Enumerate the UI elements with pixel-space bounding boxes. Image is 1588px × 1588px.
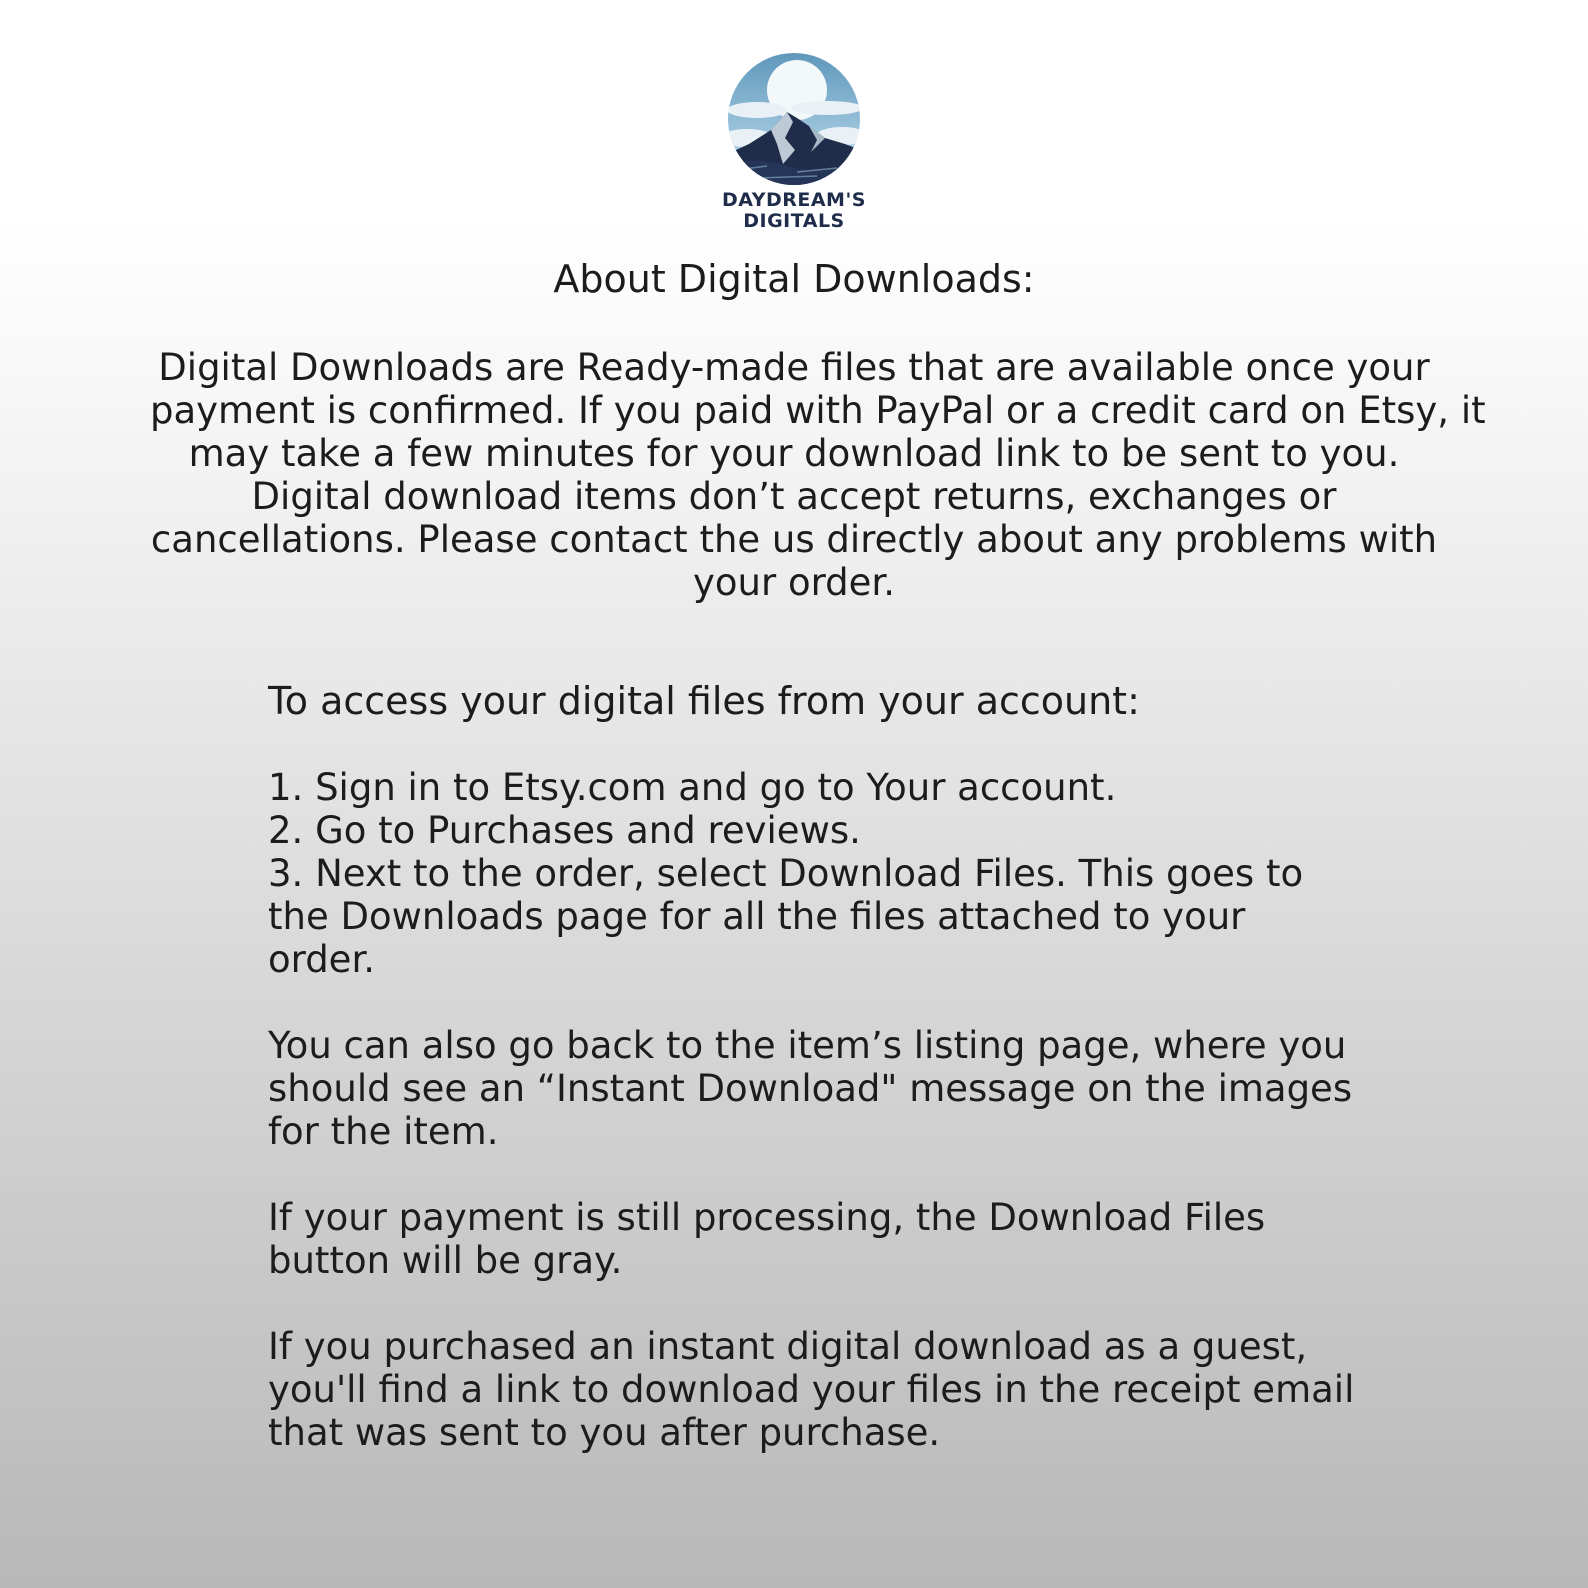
spacer [268, 1282, 1448, 1325]
brand-logo [727, 52, 861, 186]
processing-note-line: button will be gray. [268, 1239, 623, 1282]
processing-note-line: If your payment is still processing, the Download Files [268, 1196, 1266, 1239]
step-line: 3. Next to the order, select Download Files. This goes to [268, 852, 1304, 895]
intro-paragraph [150, 346, 1486, 604]
page-title: About Digital Downloads: [553, 257, 1035, 301]
intro-line: Digital download items don’t accept returns, exchanges or [251, 475, 1337, 518]
intro-line: your order. [693, 561, 895, 604]
step-line: order. [268, 938, 376, 981]
guest-note-line: If you purchased an instant digital download as a guest, [268, 1325, 1308, 1368]
step-line: 2. Go to Purchases and reviews. [268, 809, 861, 852]
guest-note-line: you'll find a link to download your files in the receipt email [268, 1368, 1355, 1411]
mountain-moon-logo-icon [727, 52, 861, 186]
brand-name-line2: DIGITALS [743, 210, 845, 232]
step-line: the Downloads page for all the files attached to your [268, 895, 1246, 938]
guest-note-line: that was sent to you after purchase. [268, 1411, 941, 1454]
spacer [268, 723, 1448, 766]
step-line: 1. Sign in to Etsy.com and go to Your account. [268, 766, 1117, 809]
intro-line: cancellations. Please contact the us directly about any problems with [150, 518, 1438, 561]
instructions-section [268, 680, 1448, 1454]
spacer [268, 981, 1448, 1024]
spacer [268, 1153, 1448, 1196]
intro-line: payment is confirmed. If you paid with PayPal or a credit card on Etsy, it [150, 389, 1486, 432]
instructions-heading: To access your digital files from your account: [268, 679, 1140, 723]
intro-line: may take a few minutes for your download link to be sent to you. [188, 432, 1400, 475]
intro-line: Digital Downloads are Ready-made files that are available once your [158, 346, 1430, 389]
listing-note-line: should see an “Instant Download" message on the images [268, 1067, 1353, 1110]
brand-name [694, 190, 894, 232]
listing-note-line: for the item. [268, 1110, 499, 1153]
listing-note-line: You can also go back to the item’s listing page, where you [268, 1024, 1347, 1067]
brand-name-line1: DAYDREAM'S [722, 189, 866, 211]
